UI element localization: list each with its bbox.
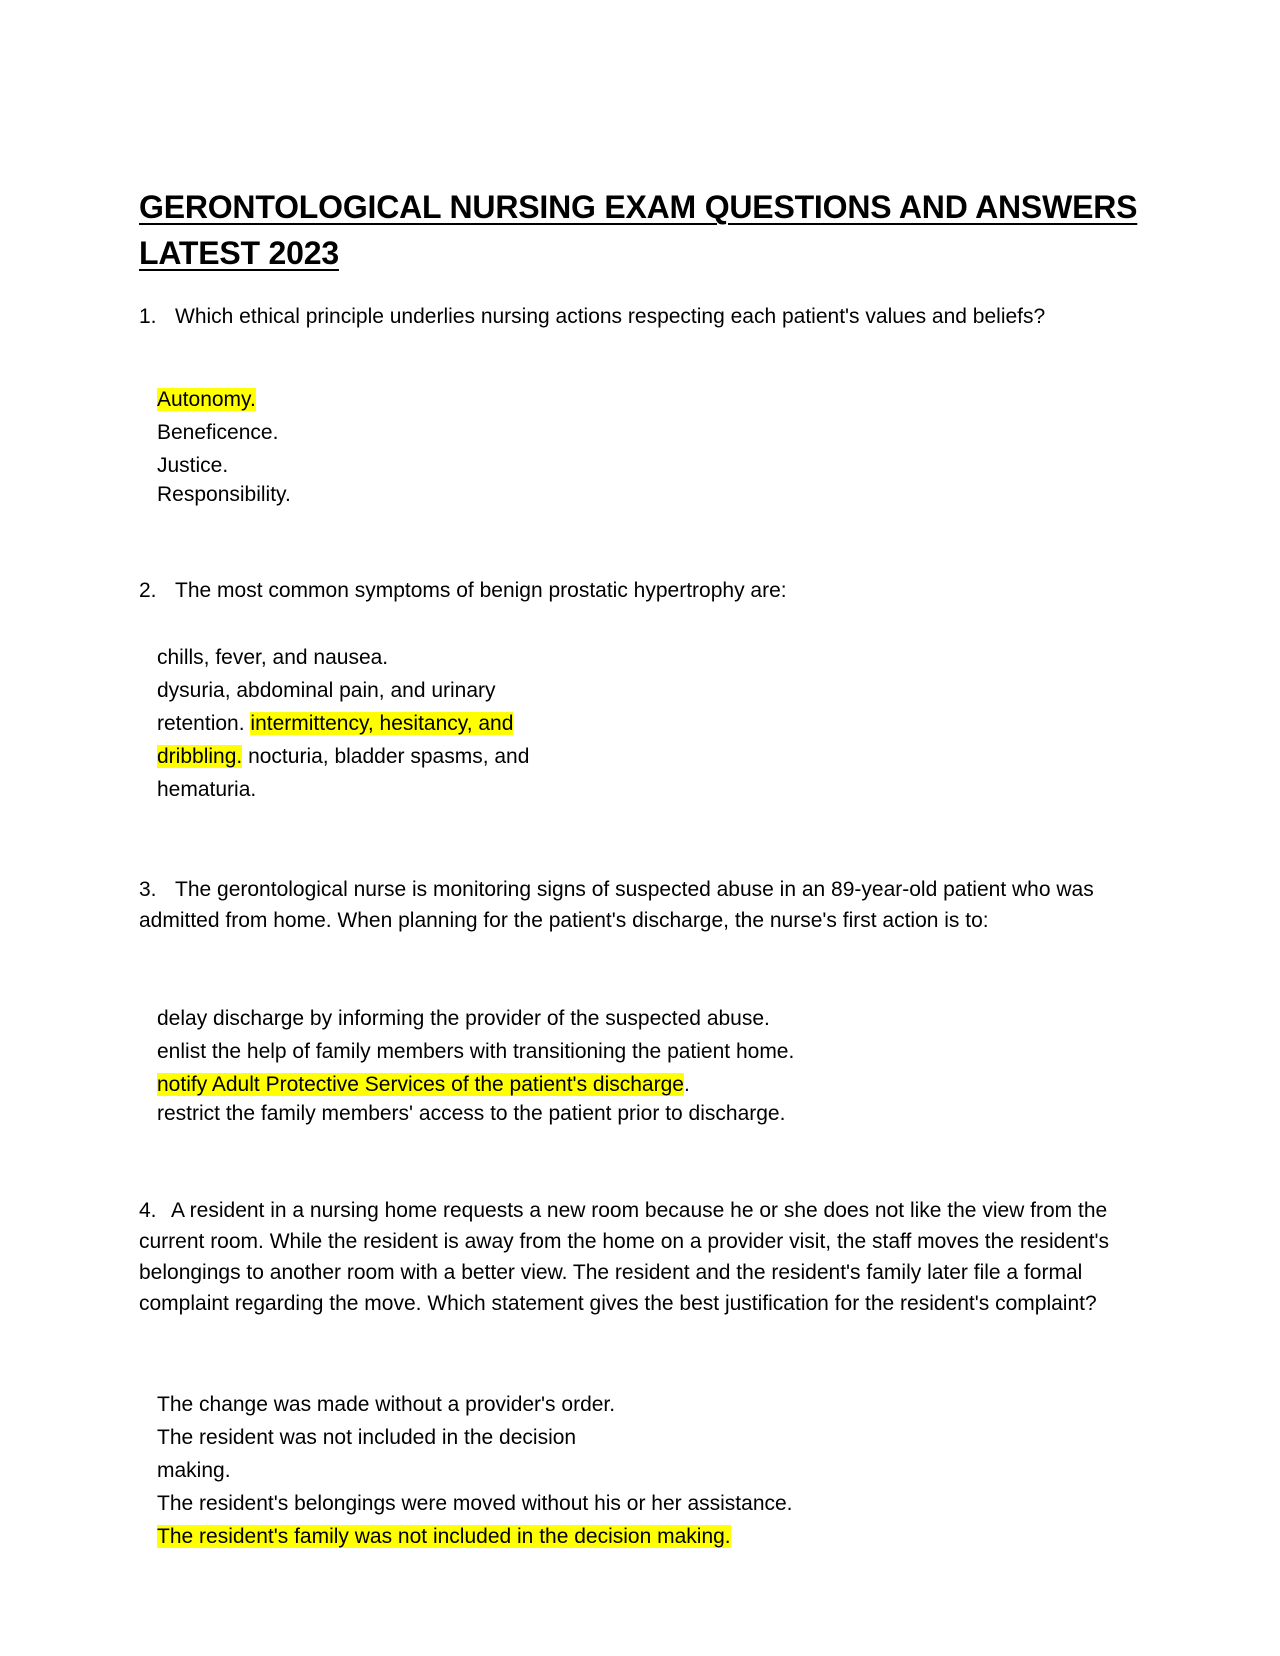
question-text: Which ethical principle underlies nursing actions respecting each patient's values and beliefs? <box>175 305 1046 328</box>
option: Responsibility. <box>157 483 291 506</box>
option-highlighted-answer: intermittency, hesitancy, and dribbling. <box>157 712 514 768</box>
document-title: GERONTOLOGICAL NURSING EXAM QUESTIONS AND ANSWERS LATEST 2023 <box>139 189 1138 271</box>
option-highlighted-answer: The resident's family was not included in the decision making. <box>157 1525 731 1548</box>
question-text: The gerontological nurse is monitoring signs of suspected abuse in an 89-year-old patient who was admitted from home. When planning for the patient's discharge, the nurse's first action is to: <box>139 878 1094 932</box>
option: enlist the help of family members with transitioning the patient home. <box>157 1040 795 1063</box>
option: restrict the family members' access to the patient prior to discharge. <box>157 1102 786 1125</box>
question-number: 3. <box>139 878 157 901</box>
option: dysuria, abdominal pain, and urinary retention. <box>157 679 496 735</box>
question-2-options <box>157 641 567 806</box>
question-number: 1. <box>139 305 157 328</box>
option: nocturia, bladder spasms, and hematuria. <box>157 745 530 801</box>
question-1 <box>139 301 1129 332</box>
question-3 <box>139 874 1129 936</box>
option-punctuation: . <box>683 1073 690 1096</box>
question-number: 4. <box>139 1199 157 1222</box>
option-highlighted-answer: notify Adult Protective Services of the patient's discharge <box>157 1073 684 1096</box>
option: The change was made without a provider's order. <box>157 1393 616 1416</box>
option-highlighted-answer: Autonomy. <box>157 388 256 411</box>
question-text: A resident in a nursing home requests a new room because he or she does not like the view from the current room. While the resident is away from the home on a provider visit, the staff moves the resident's belongings to another room with a better view. The resident and the resident's family later file a formal complaint regarding the move. Which statement gives the best justification for the resident's complaint? <box>139 1199 1110 1315</box>
question-3-options <box>157 1002 837 1130</box>
question-text: The most common symptoms of benign prostatic hypertrophy are: <box>175 579 787 602</box>
option: delay discharge by informing the provider of the suspected abuse. <box>157 1007 770 1030</box>
question-1-options <box>157 383 291 511</box>
question-2 <box>139 575 1129 606</box>
option: The resident was not included in the decision making. <box>157 1426 577 1482</box>
option: Justice. <box>157 454 229 477</box>
option: chills, fever, and nausea. <box>157 646 389 669</box>
option: The resident's belongings were moved without his or her assistance. <box>157 1492 793 1515</box>
option: Beneficence. <box>157 421 279 444</box>
question-number: 2. <box>139 579 157 602</box>
question-4 <box>139 1195 1129 1319</box>
question-4-options <box>157 1388 793 1553</box>
